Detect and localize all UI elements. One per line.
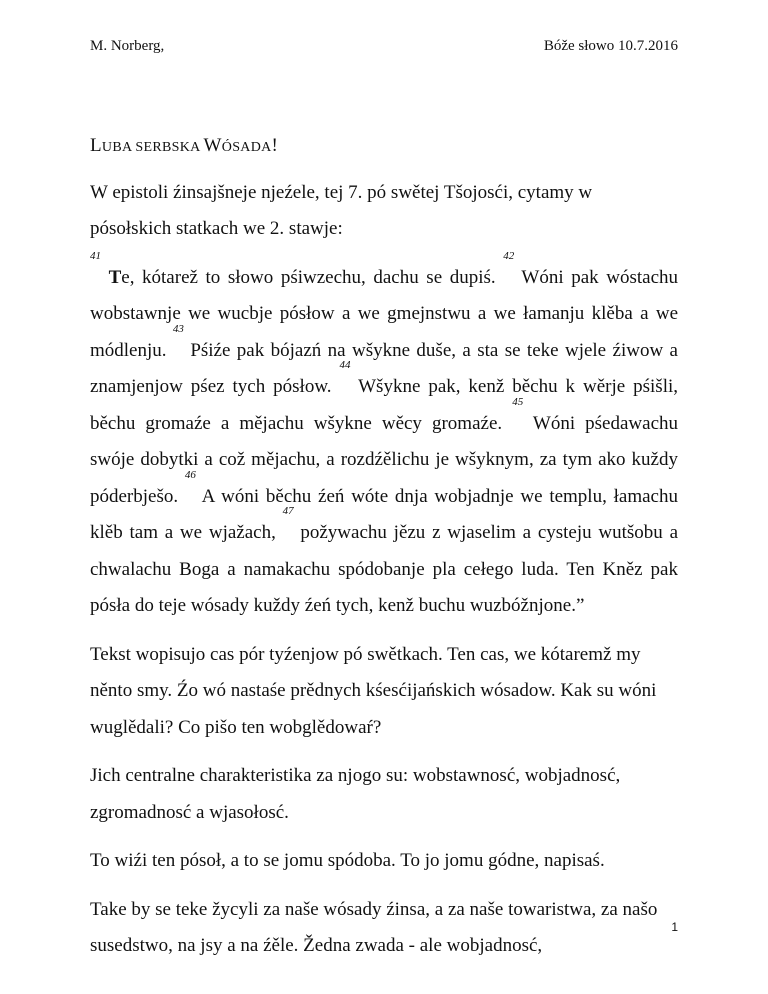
body-paragraph-4: Take by se teke žycyli za naše wósady źinsa, a za naše towaristwa, za našo susedstwo, na jsy a na źěle. Žedna zwada - ale wobjadnosć, <box>90 898 658 956</box>
verse-43-text: Pśiźe pak bójazń na wšykne duše, a sta se teke wjele źiwow a znamjenjow pśez tych pósłow. <box>90 339 678 397</box>
verse-number-47: 47 <box>282 505 294 517</box>
intro-paragraph: W epistoli źinsajšneje njeźele, tej 7. pó swětej Tšojosći, cytamy w pósołskich statkach we 2. stawje: <box>90 181 593 239</box>
verse-47-text: požywachu jězu z wjaselim a cysteju wutšobu a chwalachu Boga a namakachu spódobanje pla cełego luda. Ten Kněz pak pósła do teje wósady kuždy źeń tych, kenž buchu wuzbóžnjone.” <box>90 522 678 616</box>
header-title: Bóže słowo 10.7.2016 <box>543 38 678 54</box>
page-number: 1 <box>671 920 678 934</box>
verse-number-41: 41 <box>90 249 101 262</box>
verse-41-text: e, kótarež to słowo pśiwzechu, dachu se dupiś. <box>121 266 504 288</box>
verse-number-42: 42 <box>503 249 515 262</box>
body-paragraph-1: Tekst wopisujo cas pór tyźenjow pó swětkach. Ten cas, we kótaremž my něnto smy. Źo wó nastaśe prědnych kśesćijańskich wósadow. Kak su wóni wuglědali? Co pišo ten wobglědowaŕ? <box>90 643 657 738</box>
verse-44-text: Wšykne pak, kenž běchu k wěrje pśišli, běchu gromaźe a mějachu wšykne wěcy gromaźe. <box>90 376 678 434</box>
salutation-cap-w: W <box>203 135 222 156</box>
verse-number-43: 43 <box>172 322 184 335</box>
verse-42-text: Wóni pak wóstachu wobstawnje we wucbje pósłow a we gmejnstwu a we łamanju klěba a we módlenju. <box>90 266 678 361</box>
document-body <box>90 128 678 977</box>
salutation-cap-l: L <box>90 135 102 156</box>
verse-initial: T <box>108 266 122 288</box>
salutation-small-1: UBA SERBSKA <box>101 140 204 155</box>
page-header <box>90 38 678 58</box>
verse-46-text: A wóni běchu źeń wóte dnja wobjadnje we templu, łamachu klěb tam a we wjažach, <box>90 485 678 543</box>
header-author: M. Norberg, <box>90 38 165 54</box>
body-paragraph-2: Jich centralne charakteristika za njogo su: wobstawnosć, wobjadnosć, zgromadnosć a wjasołosć. <box>90 765 621 823</box>
verse-number-44: 44 <box>339 359 351 371</box>
salutation <box>90 128 678 167</box>
verse-number-45: 45 <box>512 395 524 408</box>
verse-number-46: 46 <box>184 468 196 481</box>
body-paragraph-3: To wiźi ten pósoł, a to se jomu spódoba. To jo jomu gódne, napisaś. <box>90 850 605 871</box>
salutation-small-2: ÓSADA <box>221 140 272 155</box>
scripture-quote <box>90 249 678 625</box>
verse-45-text: Wóni pśedawachu swóje dobytki a což mějachu, a rozdźělichu je wšyknym, za tym ako kuždy póderbješo. <box>90 412 678 507</box>
salutation-end: ! <box>271 135 279 156</box>
